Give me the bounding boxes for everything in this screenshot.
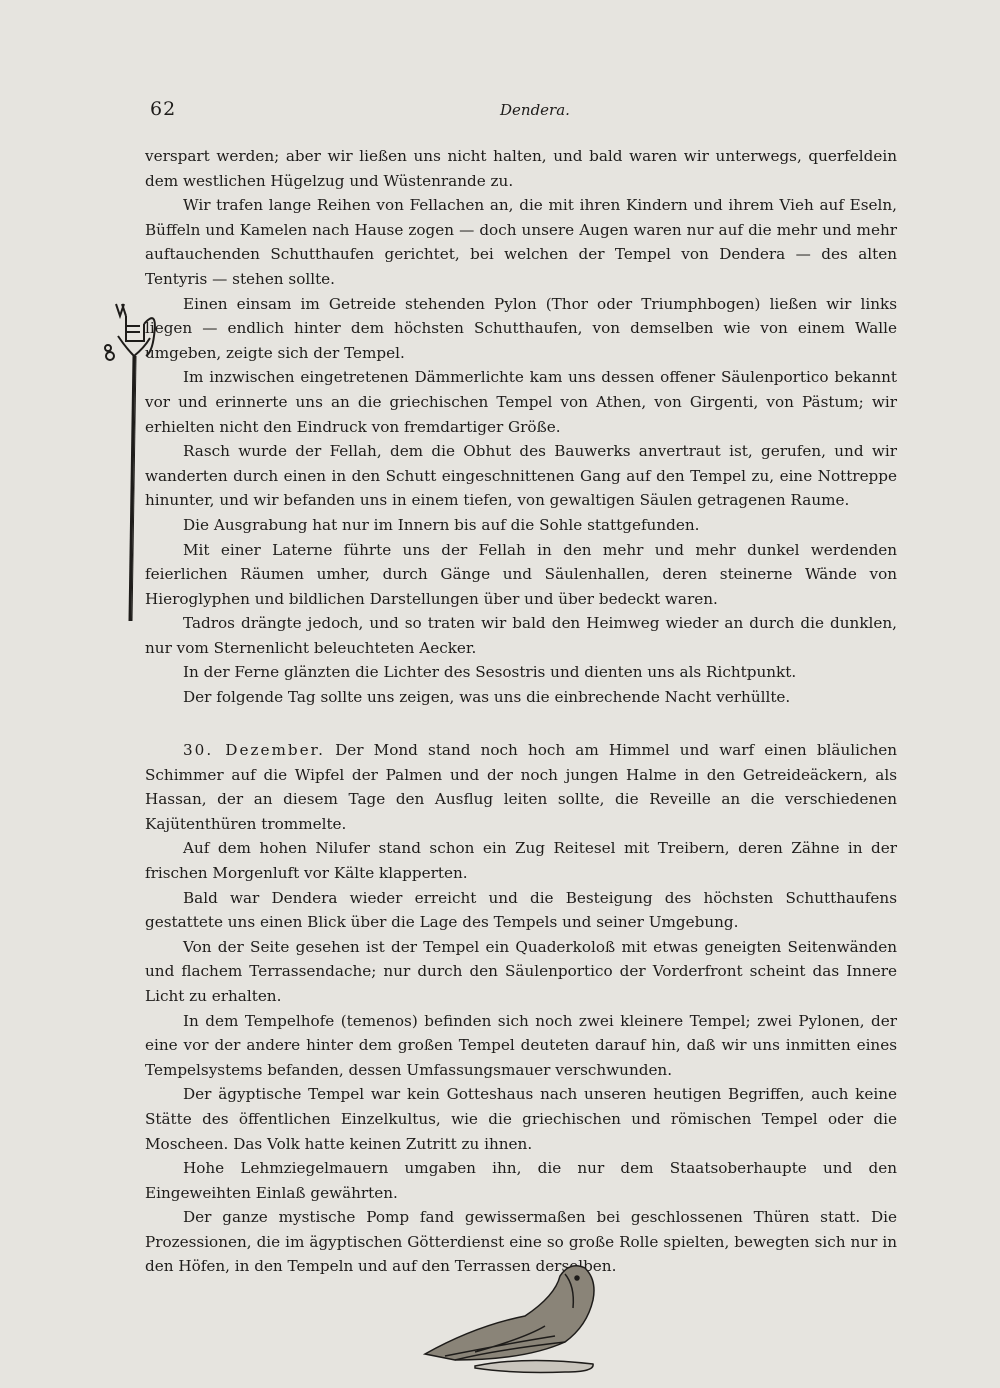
paragraph: Die Ausgrabung hat nur im Innern bis auf die Sohle stattgefunden. bbox=[183, 515, 700, 534]
paragraph: Tadros drängte jedoch, und so traten wir bald den Heimweg wieder an durch die dunklen, nur vom Sternenlicht beleuchteten Aecker. bbox=[145, 614, 897, 657]
paragraph: Rasch wurde der Fellah, dem die Obhut des Bauwerks anvertraut ist, gerufen, und wir wanderten durch einen in den Schutt eingeschnittenen Gang auf den Tempel zu, eine Nottreppe hinunter, und wir befanden uns in einem tiefen, von gewaltigen Säulen getragenen Raume. bbox=[145, 442, 897, 510]
paragraph: Einen einsam im Getreide stehenden Pylon (Thor oder Triumphbogen) ließen wir links liegen — endlich hinter dem höchsten Schutthaufen, von demselben wie von einem Walle umgeben, zeigte sich der Tempel. bbox=[145, 294, 897, 362]
paragraph: Der ganze mystische Pomp fand gewissermaßen bei geschlossenen Thüren statt. Die Prozessionen, die im ägyptischen Götterdienst eine so große Rolle spielten, bewegten sich nur in den Höfen, in den Tempeln und auf den Terrassen derselben. bbox=[145, 1208, 897, 1276]
paragraph: Wir trafen lange Reihen von Fellachen an, die mit ihren Kindern und ihrem Vieh auf Eseln, Büffeln und Kamelen nach Hause zogen — doch unsere Augen waren nur auf die mehr und mehr auftauchenden Schutthaufen gerichtet, bei welchen der Tempel von Dendera — des alten Tentyris — stehen sollte. bbox=[145, 196, 897, 288]
date-label: 30. Dezember. bbox=[183, 741, 325, 759]
paragraph: Mit einer Laterne führte uns der Fellah in den mehr und mehr dunkel werdenden feierlichen Räumen umher, durch Gänge und Säulenhallen, deren steinerne Wände von Hieroglyphen und bildlichen Darstellungen über und über bedeckt waren. bbox=[145, 540, 897, 608]
paragraph: Von der Seite gesehen ist der Tempel ein Quaderkoloß mit etwas geneigten Seitenwänden und flachem Terrassendache; nur durch den Säulenportico der Vorderfront scheint das Innere Licht zu erhalten. bbox=[145, 937, 897, 1005]
paragraph: Der ägyptische Tempel war kein Gotteshaus nach unseren heutigen Begriffen, auch keine Stätte des öffentlichen Einzelkultus, wie die griechischen und römischen Tempel oder die Moscheen. Das Volk hatte keinen Zutritt zu ihnen. bbox=[145, 1085, 897, 1153]
paragraph: Hohe Lehmziegelmauern umgaben ihn, die nur dem Staatsoberhaupte und den Eingeweihten Einlaß gewährten. bbox=[145, 1159, 897, 1202]
main-text-block bbox=[145, 144, 897, 710]
paragraph: Im inzwischen eingetretenen Dämmerlichte kam uns dessen offener Säulenportico bekannt vor und erinnerte uns an die griechischen Tempel von Athen, von Girgenti, von Pästum; wir erhielten nicht den Eindruck von fremdartiger Größe. bbox=[145, 368, 897, 436]
paragraph: Auf dem hohen Nilufer stand schon ein Zug Reitesel mit Treibern, deren Zähne in der frischen Morgenluft vor Kälte klapperten. bbox=[145, 839, 897, 882]
paragraph: In dem Tempelhofe (temenos) befinden sich noch zwei kleinere Tempel; zwei Pylonen, der eine vor der andere hinter dem großen Tempel deuteten darauf hin, daß wir uns inmitten eines Tempelsystems befanden, dessen Umfassungsmauer verschwunden. bbox=[145, 1011, 897, 1079]
section-first-paragraph-text: Der Mond stand noch hoch am Himmel und warf einen bläulichen Schimmer auf die Wipfel der Palmen und der noch jungen Halme in den Getreideäckern, als Hassan, der an diesem Tage den Ausflug leiten sollte, die Reveille an die verschiedenen Kajütenthüren trommelte. bbox=[145, 741, 897, 833]
bird-illustration bbox=[415, 1256, 615, 1376]
paragraph: Bald war Dendera wieder erreicht und die Besteigung des höchsten Schutthaufens gestattete uns einen Blick über die Lage des Tempels und seiner Umgebung. bbox=[145, 888, 897, 932]
paragraph: Der folgende Tag sollte uns zeigen, was uns die einbrechende Nacht verhüllte. bbox=[183, 688, 791, 707]
page-number: 62 bbox=[150, 98, 177, 120]
section-first-paragraph bbox=[145, 738, 897, 836]
running-title: Dendera. bbox=[500, 101, 570, 119]
dated-section bbox=[145, 738, 897, 1279]
paragraph: In der Ferne glänzten die Lichter des Sesostris und dienten uns als Richtpunkt. bbox=[183, 663, 797, 682]
paragraph: verspart werden; aber wir ließen uns nicht halten, und bald waren wir unterwegs, querfeldein dem westlichen Hügelzug und Wüstenrande zu. bbox=[145, 147, 897, 190]
